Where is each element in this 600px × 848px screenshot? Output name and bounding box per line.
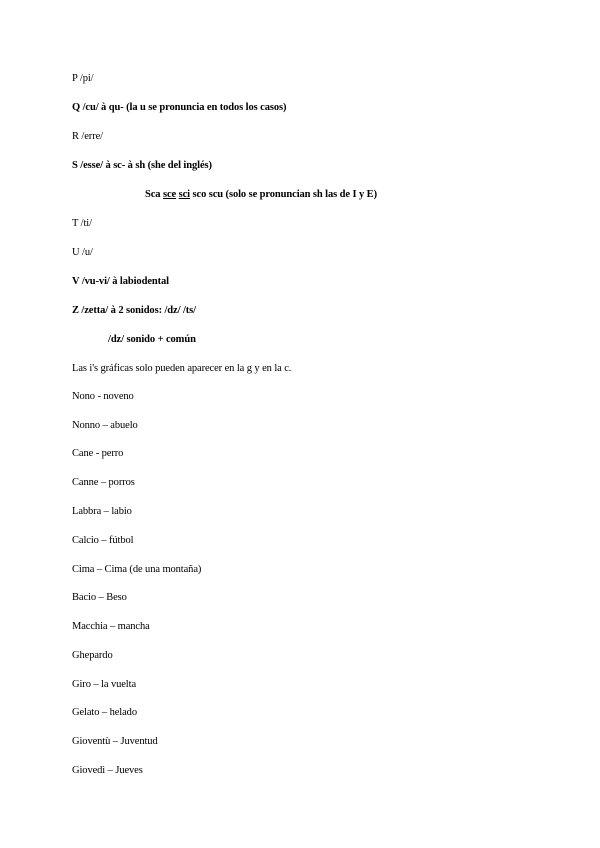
vocabulary-item: Nono - noveno [72,391,134,402]
letter-s-rule [145,188,377,201]
vocabulary-item: Macchia – mancha [72,621,150,632]
s-rule-prefix: Sca [145,189,163,200]
s-rule-sci: sci [178,189,190,200]
vocabulary-item: Cane - perro [72,448,124,459]
letter-t-entry: T /ti/ [72,218,92,229]
vocabulary-item: Calcio – fútbol [72,535,134,546]
letter-u-entry: U /u/ [72,247,93,258]
spelling-note: Las i's gráficas solo pueden aparecer en la g y en la c. [72,363,292,374]
letter-p-entry: P /pi/ [72,73,94,84]
vocabulary-item: Giro – la vuelta [72,679,137,690]
vocabulary-item: Gioventù – Juventud [72,736,158,747]
s-rule-suffix: sco scu (solo se pronuncian sh las de I y E) [190,189,377,200]
letter-r-entry: R /erre/ [72,131,103,142]
vocabulary-item: Giovedì – Jueves [72,765,143,776]
s-rule-sce: sce [162,189,177,200]
vocabulary-item: Cima – Cima (de una montaña) [72,564,202,575]
letter-z-note: /dz/ sonido + común [108,334,196,345]
letter-v-entry: V /vu-vi/ à labiodental [72,276,169,287]
vocabulary-item: Nonno – abuelo [72,420,138,431]
vocabulary-item: Labbra – labio [72,506,132,517]
letter-q-entry: Q /cu/ à qu- (la u se pronuncia en todos los casos) [72,102,287,113]
letter-s-entry: S /esse/ à sc- à sh (she del inglés) [72,160,212,171]
vocabulary-item: Gelato – helado [72,707,137,718]
vocabulary-item: Ghepardo [72,650,113,661]
letter-z-entry: Z /zetta/ à 2 sonidos: /dz/ /ts/ [72,305,196,316]
vocabulary-item: Canne – porros [72,477,135,488]
vocabulary-item: Bacio – Beso [72,592,127,603]
